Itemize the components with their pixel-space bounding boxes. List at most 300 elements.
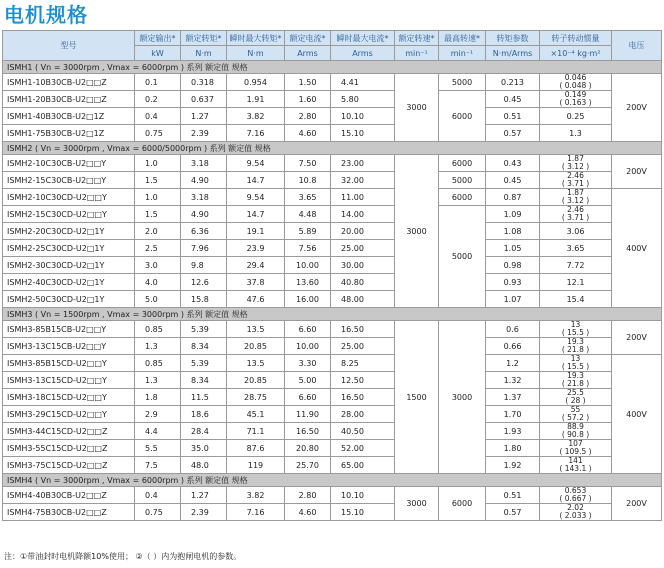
inertia-value: 55 (570, 405, 581, 414)
cell-current: 11.90 (285, 406, 331, 423)
cell-power: 0.4 (135, 487, 181, 504)
cell-peak-torque: 23.9 (227, 240, 285, 257)
cell-rated-speed: 3000 (395, 155, 439, 308)
cell-peak-torque: 7.16 (227, 125, 285, 142)
footnote: 注：①带油封时电机降额10%使用； ②（ ）内为抱闸电机的参数。 (4, 552, 242, 561)
header-speed: 额定转速* (395, 31, 439, 46)
table-row (3, 504, 662, 521)
cell-model: ISMH2-15C30CD-U2□□Y (3, 206, 135, 223)
cell-model: ISMH3-85B15CB-U2□□Y (3, 321, 135, 338)
cell-inertia (540, 74, 612, 91)
cell-kt: 1.92 (486, 457, 540, 474)
cell-peak-torque: 37.8 (227, 274, 285, 291)
inertia-value: 88.9 (567, 422, 584, 431)
cell-power: 0.75 (135, 504, 181, 521)
inertia-brake-value: ( 28 ) (565, 396, 586, 405)
cell-torque: 35.0 (181, 440, 227, 457)
inertia-brake-value: ( 3.12 ) (561, 162, 590, 171)
table-row (3, 338, 662, 355)
cell-peak-torque: 45.1 (227, 406, 285, 423)
unit-max-speed: min⁻¹ (439, 46, 486, 61)
cell-peak-torque: 9.54 (227, 155, 285, 172)
cell-peak-current: 16.50 (331, 389, 395, 406)
inertia-value: 1.87 (567, 188, 584, 197)
cell-torque: 3.18 (181, 155, 227, 172)
table-row (3, 423, 662, 440)
inertia-brake-value: ( 21.8 ) (561, 379, 590, 388)
cell-max-speed: 6000 (439, 91, 486, 142)
unit-peak-current: Arms (331, 46, 395, 61)
cell-torque: 12.6 (181, 274, 227, 291)
cell-model: ISMH1-75B30CB-U2□1Z (3, 125, 135, 142)
cell-peak-torque: 3.82 (227, 487, 285, 504)
cell-peak-current: 25.00 (331, 240, 395, 257)
series-header-row (3, 61, 662, 74)
inertia-brake-value: ( 15.5 ) (561, 328, 590, 337)
inertia-value: 2.46 (567, 171, 584, 180)
header-model: 型号 (3, 31, 135, 61)
table-row (3, 189, 662, 206)
cell-peak-torque: 47.6 (227, 291, 285, 308)
cell-torque: 5.39 (181, 321, 227, 338)
cell-model: ISMH3-18C15CD-U2□□Y (3, 389, 135, 406)
cell-peak-torque: 71.1 (227, 423, 285, 440)
cell-torque: 2.39 (181, 125, 227, 142)
unit-torque: N·m (181, 46, 227, 61)
cell-current: 5.89 (285, 223, 331, 240)
cell-peak-torque: 1.91 (227, 91, 285, 108)
series-header-row (3, 308, 662, 321)
cell-max-speed: 6000 (439, 487, 486, 521)
cell-peak-current: 14.00 (331, 206, 395, 223)
cell-peak-current: 40.50 (331, 423, 395, 440)
inertia-brake-value: ( 0.163 ) (559, 98, 592, 107)
cell-inertia (540, 389, 612, 406)
cell-inertia: 15.4 (540, 291, 612, 308)
cell-kt: 1.07 (486, 291, 540, 308)
header-power: 额定输出* (135, 31, 181, 46)
cell-torque: 8.34 (181, 338, 227, 355)
cell-kt: 0.98 (486, 257, 540, 274)
series-label: ISMH4 ( Vn = 3000rpm , Vmax = 6000rpm ) 系列 额定值 规格 (3, 474, 662, 487)
cell-peak-current: 23.00 (331, 155, 395, 172)
cell-inertia: 12.1 (540, 274, 612, 291)
cell-model: ISMH1-40B30CB-U2□1Z (3, 108, 135, 125)
cell-power: 0.75 (135, 125, 181, 142)
header-voltage: 电压 (612, 31, 662, 61)
cell-inertia (540, 457, 612, 474)
cell-power: 1.3 (135, 372, 181, 389)
cell-max-speed: 5000 (439, 172, 486, 189)
cell-kt: 0.57 (486, 125, 540, 142)
cell-power: 4.0 (135, 274, 181, 291)
cell-peak-current: 4.41 (331, 74, 395, 91)
inertia-value: 13 (570, 320, 581, 329)
cell-peak-torque: 14.7 (227, 206, 285, 223)
cell-voltage: 200V (612, 155, 662, 189)
inertia-brake-value: ( 57.2 ) (561, 413, 590, 422)
cell-kt: 0.45 (486, 91, 540, 108)
cell-torque: 11.5 (181, 389, 227, 406)
cell-inertia (540, 91, 612, 108)
cell-kt: 1.2 (486, 355, 540, 372)
cell-inertia (540, 487, 612, 504)
cell-power: 2.5 (135, 240, 181, 257)
cell-current: 10.8 (285, 172, 331, 189)
cell-peak-torque: 29.4 (227, 257, 285, 274)
header-row (3, 31, 662, 46)
cell-kt: 0.87 (486, 189, 540, 206)
cell-peak-torque: 20.85 (227, 372, 285, 389)
cell-power: 0.85 (135, 355, 181, 372)
table-row (3, 108, 662, 125)
cell-model: ISMH2-30C30CD-U2□1Y (3, 257, 135, 274)
cell-kt: 1.05 (486, 240, 540, 257)
cell-current: 2.80 (285, 108, 331, 125)
cell-current: 4.48 (285, 206, 331, 223)
cell-current: 13.60 (285, 274, 331, 291)
cell-inertia: 7.72 (540, 257, 612, 274)
cell-voltage: 400V (612, 189, 662, 308)
cell-torque: 5.39 (181, 355, 227, 372)
cell-inertia (540, 406, 612, 423)
cell-kt: 0.6 (486, 321, 540, 338)
unit-peak-torque: N·m (227, 46, 285, 61)
cell-inertia (540, 321, 612, 338)
cell-current: 10.00 (285, 338, 331, 355)
cell-peak-torque: 119 (227, 457, 285, 474)
cell-peak-current: 10.10 (331, 487, 395, 504)
cell-peak-current: 8.25 (331, 355, 395, 372)
cell-model: ISMH2-25C30CD-U2□1Y (3, 240, 135, 257)
inertia-brake-value: ( 0.048 ) (559, 81, 592, 90)
cell-torque: 1.27 (181, 108, 227, 125)
cell-kt: 0.66 (486, 338, 540, 355)
unit-speed: min⁻¹ (395, 46, 439, 61)
inertia-value: 0.046 (564, 73, 587, 82)
cell-peak-torque: 9.54 (227, 189, 285, 206)
cell-current: 16.50 (285, 423, 331, 440)
cell-power: 5.0 (135, 291, 181, 308)
cell-current: 3.65 (285, 189, 331, 206)
cell-peak-current: 40.80 (331, 274, 395, 291)
cell-torque: 4.90 (181, 206, 227, 223)
table-row (3, 321, 662, 338)
inertia-value: 0.149 (564, 90, 587, 99)
cell-model: ISMH3-85B15CD-U2□□Y (3, 355, 135, 372)
cell-torque: 15.8 (181, 291, 227, 308)
cell-current: 20.80 (285, 440, 331, 457)
inertia-value: 107 (568, 439, 583, 448)
table-row (3, 440, 662, 457)
cell-model: ISMH3-13C15CD-U2□□Y (3, 372, 135, 389)
cell-rated-speed: 1500 (395, 321, 439, 474)
cell-peak-current: 11.00 (331, 189, 395, 206)
cell-peak-current: 12.50 (331, 372, 395, 389)
unit-current: Arms (285, 46, 331, 61)
cell-current: 10.00 (285, 257, 331, 274)
cell-current: 4.60 (285, 125, 331, 142)
cell-torque: 7.96 (181, 240, 227, 257)
header-peak-current: 瞬时最大电流* (331, 31, 395, 46)
cell-power: 5.5 (135, 440, 181, 457)
cell-model: ISMH2-10C30CD-U2□□Y (3, 189, 135, 206)
cell-torque: 2.39 (181, 504, 227, 521)
cell-model: ISMH2-10C30CB-U2□□Y (3, 155, 135, 172)
series-label: ISMH3 ( Vn = 1500rpm , Vmax = 3000rpm ) 系列 额定值 规格 (3, 308, 662, 321)
cell-peak-torque: 87.6 (227, 440, 285, 457)
inertia-value: 2.02 (567, 503, 584, 512)
cell-kt: 0.51 (486, 108, 540, 125)
inertia-value: 19.3 (567, 371, 584, 380)
cell-model: ISMH3-44C15CD-U2□□Z (3, 423, 135, 440)
cell-power: 2.9 (135, 406, 181, 423)
cell-model: ISMH2-15C30CB-U2□□Y (3, 172, 135, 189)
cell-rated-speed: 3000 (395, 74, 439, 142)
inertia-value: 25.5 (567, 388, 584, 397)
inertia-brake-value: ( 0.667 ) (559, 494, 592, 503)
cell-inertia (540, 423, 612, 440)
cell-torque: 9.8 (181, 257, 227, 274)
cell-power: 1.5 (135, 206, 181, 223)
cell-inertia (540, 206, 612, 223)
inertia-value: 2.46 (567, 205, 584, 214)
cell-kt: 0.93 (486, 274, 540, 291)
cell-model: ISMH1-10B30CB-U2□□Z (3, 74, 135, 91)
cell-max-speed: 3000 (439, 321, 486, 474)
cell-torque: 18.6 (181, 406, 227, 423)
cell-current: 6.60 (285, 389, 331, 406)
cell-power: 7.5 (135, 457, 181, 474)
inertia-brake-value: ( 21.8 ) (561, 345, 590, 354)
unit-inertia: ×10⁻⁴ kg·m² (540, 46, 612, 61)
series-label: ISMH1 ( Vn = 3000rpm , Vmax = 6000rpm ) 系列 额定值 规格 (3, 61, 662, 74)
header-max-speed: 最高转速* (439, 31, 486, 46)
table-row (3, 274, 662, 291)
cell-kt: 1.70 (486, 406, 540, 423)
cell-peak-current: 28.00 (331, 406, 395, 423)
cell-model: ISMH3-55C15CD-U2□□Z (3, 440, 135, 457)
cell-inertia: 1.3 (540, 125, 612, 142)
cell-torque: 0.637 (181, 91, 227, 108)
cell-inertia (540, 440, 612, 457)
cell-peak-torque: 28.75 (227, 389, 285, 406)
unit-kt: N·m/Arms (486, 46, 540, 61)
cell-power: 3.0 (135, 257, 181, 274)
cell-max-speed: 6000 (439, 155, 486, 172)
cell-inertia: 3.06 (540, 223, 612, 240)
cell-power: 1.5 (135, 172, 181, 189)
inertia-value: 0.653 (564, 486, 587, 495)
cell-kt: 1.93 (486, 423, 540, 440)
inertia-brake-value: ( 2.033 ) (559, 511, 592, 520)
inertia-brake-value: ( 3.71 ) (561, 179, 590, 188)
header-kt: 转矩参数 (486, 31, 540, 46)
table-row (3, 223, 662, 240)
cell-power: 1.0 (135, 155, 181, 172)
inertia-value: 141 (568, 456, 583, 465)
header-current: 额定电流* (285, 31, 331, 46)
cell-current: 1.60 (285, 91, 331, 108)
series-header-row (3, 474, 662, 487)
cell-inertia: 3.65 (540, 240, 612, 257)
cell-power: 0.2 (135, 91, 181, 108)
cell-peak-torque: 7.16 (227, 504, 285, 521)
cell-peak-torque: 13.5 (227, 355, 285, 372)
table-row (3, 206, 662, 223)
cell-power: 1.0 (135, 189, 181, 206)
cell-max-speed: 5000 (439, 74, 486, 91)
cell-current: 7.50 (285, 155, 331, 172)
cell-torque: 4.90 (181, 172, 227, 189)
cell-kt: 1.08 (486, 223, 540, 240)
cell-power: 1.3 (135, 338, 181, 355)
table-row (3, 240, 662, 257)
table-row (3, 257, 662, 274)
cell-power: 0.4 (135, 108, 181, 125)
cell-torque: 28.4 (181, 423, 227, 440)
table-row (3, 125, 662, 142)
cell-model: ISMH2-40C30CD-U2□1Y (3, 274, 135, 291)
cell-torque: 6.36 (181, 223, 227, 240)
cell-power: 2.0 (135, 223, 181, 240)
cell-model: ISMH4-40B30CB-U2□□Z (3, 487, 135, 504)
cell-power: 1.8 (135, 389, 181, 406)
cell-peak-current: 15.10 (331, 504, 395, 521)
cell-peak-torque: 3.82 (227, 108, 285, 125)
cell-peak-current: 16.50 (331, 321, 395, 338)
inertia-value: 13 (570, 354, 581, 363)
cell-inertia: 0.25 (540, 108, 612, 125)
table-row (3, 406, 662, 423)
cell-inertia (540, 189, 612, 206)
table-row (3, 487, 662, 504)
unit-power: kW (135, 46, 181, 61)
cell-peak-current: 32.00 (331, 172, 395, 189)
inertia-brake-value: ( 109.5 ) (559, 447, 592, 456)
cell-inertia (540, 504, 612, 521)
cell-peak-torque: 20.85 (227, 338, 285, 355)
cell-max-speed: 5000 (439, 206, 486, 308)
cell-peak-current: 20.00 (331, 223, 395, 240)
cell-peak-torque: 13.5 (227, 321, 285, 338)
cell-kt: 0.57 (486, 504, 540, 521)
cell-model: ISMH1-20B30CB-U2□□Z (3, 91, 135, 108)
cell-rated-speed: 3000 (395, 487, 439, 521)
cell-current: 2.80 (285, 487, 331, 504)
table-row (3, 355, 662, 372)
page-title: 电机规格 (4, 3, 88, 27)
inertia-brake-value: ( 143.1 ) (559, 464, 592, 473)
cell-model: ISMH4-75B30CB-U2□□Z (3, 504, 135, 521)
cell-current: 16.00 (285, 291, 331, 308)
cell-inertia (540, 155, 612, 172)
series-header-row (3, 142, 662, 155)
cell-inertia (540, 172, 612, 189)
cell-torque: 0.318 (181, 74, 227, 91)
cell-peak-current: 25.00 (331, 338, 395, 355)
inertia-brake-value: ( 3.12 ) (561, 196, 590, 205)
cell-model: ISMH3-13C15CB-U2□□Y (3, 338, 135, 355)
cell-peak-torque: 14.7 (227, 172, 285, 189)
table-row (3, 389, 662, 406)
table-body (3, 61, 662, 521)
cell-kt: 0.51 (486, 487, 540, 504)
cell-peak-current: 52.00 (331, 440, 395, 457)
cell-peak-current: 30.00 (331, 257, 395, 274)
cell-inertia (540, 355, 612, 372)
table-row (3, 291, 662, 308)
cell-torque: 1.27 (181, 487, 227, 504)
cell-current: 5.00 (285, 372, 331, 389)
cell-peak-current: 48.00 (331, 291, 395, 308)
inertia-brake-value: ( 90.8 ) (561, 430, 590, 439)
cell-peak-torque: 19.1 (227, 223, 285, 240)
inertia-value: 19.3 (567, 337, 584, 346)
cell-inertia (540, 372, 612, 389)
header-inertia: 转子转动惯量 (540, 31, 612, 46)
cell-model: ISMH3-75C15CD-U2□□Z (3, 457, 135, 474)
cell-inertia (540, 338, 612, 355)
cell-voltage: 200V (612, 487, 662, 521)
cell-voltage: 200V (612, 321, 662, 355)
cell-peak-current: 15.10 (331, 125, 395, 142)
cell-kt: 0.43 (486, 155, 540, 172)
cell-peak-current: 65.00 (331, 457, 395, 474)
cell-peak-torque: 0.954 (227, 74, 285, 91)
header-peak-torque: 瞬时最大转矩* (227, 31, 285, 46)
cell-current: 3.30 (285, 355, 331, 372)
motor-spec-table (2, 30, 662, 521)
table-row (3, 74, 662, 91)
cell-kt: 1.80 (486, 440, 540, 457)
cell-voltage: 400V (612, 355, 662, 474)
cell-torque: 3.18 (181, 189, 227, 206)
cell-torque: 8.34 (181, 372, 227, 389)
cell-max-speed: 6000 (439, 189, 486, 206)
cell-current: 4.60 (285, 504, 331, 521)
cell-model: ISMH3-29C15CD-U2□□Y (3, 406, 135, 423)
cell-current: 6.60 (285, 321, 331, 338)
table-row (3, 372, 662, 389)
cell-current: 1.50 (285, 74, 331, 91)
cell-torque: 48.0 (181, 457, 227, 474)
inertia-brake-value: ( 15.5 ) (561, 362, 590, 371)
cell-kt: 1.09 (486, 206, 540, 223)
table-row (3, 155, 662, 172)
table-row (3, 91, 662, 108)
table-row (3, 457, 662, 474)
cell-power: 0.1 (135, 74, 181, 91)
cell-peak-current: 10.10 (331, 108, 395, 125)
cell-kt: 1.37 (486, 389, 540, 406)
cell-power: 4.4 (135, 423, 181, 440)
inertia-brake-value: ( 3.71 ) (561, 213, 590, 222)
cell-power: 0.85 (135, 321, 181, 338)
series-label: ISMH2 ( Vn = 3000rpm , Vmax = 6000/5000rpm ) 系列 额定值 规格 (3, 142, 662, 155)
cell-kt: 0.213 (486, 74, 540, 91)
cell-model: ISMH2-20C30CD-U2□1Y (3, 223, 135, 240)
header-torque: 额定转矩* (181, 31, 227, 46)
inertia-value: 1.87 (567, 154, 584, 163)
cell-kt: 0.45 (486, 172, 540, 189)
cell-current: 7.56 (285, 240, 331, 257)
cell-current: 25.70 (285, 457, 331, 474)
cell-model: ISMH2-50C30CD-U2□1Y (3, 291, 135, 308)
cell-voltage: 200V (612, 74, 662, 142)
cell-peak-current: 5.80 (331, 91, 395, 108)
cell-kt: 1.32 (486, 372, 540, 389)
